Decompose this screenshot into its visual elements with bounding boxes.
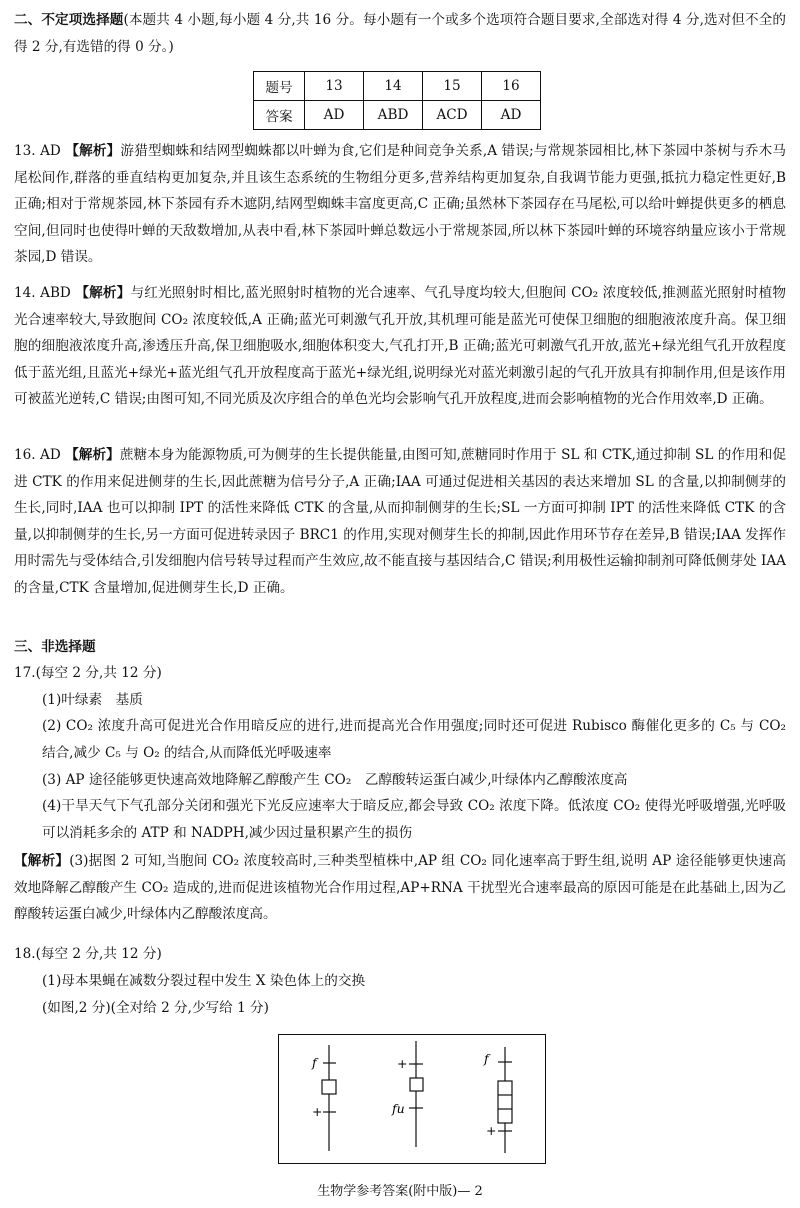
chromosome-2 bbox=[409, 1041, 423, 1147]
section2-desc: (本题共 4 小题,每小题 4 分,共 16 分。每小题有一个或多个选项符合题目要求,全部选对得 4 分,选对但不全的得 2 分,有选错的得 0 分。) bbox=[14, 12, 787, 55]
q17-answer-2: (2) CO₂ 浓度升高可促进光合作用暗反应的进行,进而提高光合作用强度;同时还可促进 Rubisco 酶催化更多的 C₅ 与 CO₂ 结合,减少 C₅ 与 O₂ 的结合,从而降低光呼吸速率 bbox=[42, 718, 786, 761]
analysis-tag: 【解析】 bbox=[14, 853, 70, 869]
gene-label: f bbox=[484, 1051, 489, 1066]
section2-heading bbox=[14, 7, 786, 60]
q16-block bbox=[14, 442, 786, 602]
answer-table bbox=[253, 71, 541, 130]
analysis-tag: 【解析】 bbox=[65, 447, 120, 463]
q16-head: 16. AD bbox=[14, 447, 61, 463]
chromosome-diagram bbox=[279, 1035, 545, 1163]
table-cell: AD bbox=[482, 101, 541, 130]
q14-head: 14. ABD bbox=[14, 285, 71, 301]
table-cell: AD bbox=[305, 101, 364, 130]
q18-answer-1: (1)母本果蝇在减数分裂过程中发生 X 染色体上的交换 bbox=[42, 973, 366, 989]
table-header-cell: 答案 bbox=[254, 101, 305, 130]
page-footer: 生物学参考答案(附中版)— 2 bbox=[317, 1184, 483, 1199]
gene-label: + bbox=[312, 1104, 323, 1119]
chromosome-1 bbox=[322, 1045, 336, 1151]
gene-label: f bbox=[312, 1055, 317, 1070]
table-header-cell: 题号 bbox=[254, 72, 305, 101]
q17-analysis-text: (3)据图 2 可知,当胞间 CO₂ 浓度较高时,三种类型植株中,AP 组 CO₂ 同化速率高于野生组,说明 AP 途径能够更快速高效地降解乙醇酸产生 CO₂ 造成的,进而促进该植物光合作用过程,AP+RNA 干扰型光合速率最高的原因可能是在此基础上,因为乙醇酸转运蛋白减少,叶绿体内乙醇酸浓度高。 bbox=[14, 853, 787, 923]
table-cell: ABD bbox=[364, 101, 423, 130]
q18-head: 18.(每空 2 分,共 12 分) bbox=[14, 946, 162, 962]
q13-text: 游猎型蜘蛛和结网型蜘蛛都以叶蝉为食,它们是种间竞争关系,A 错误;与常规茶园相比,林下茶园中茶树与乔木马尾松间作,群落的垂直结构更加复杂,并且该生态系统的生物组分更多,营养结构更加复杂,自我调节能力更强,抵抗力稳定性更好,B 正确;相对于常规茶园,林下茶园有乔木遮阴,结网型蜘蛛丰富度更高,C 正确;虽然林下茶园存在马尾松,可以给叶蝉提供更多的栖息空间,但同时也使得叶蝉的天敌数增加,从表中看,林下茶园叶蝉总数远小于常规茶园,所以林下茶园叶蝉的环境容纳量应该小于常规茶园,D 错误。 bbox=[14, 143, 787, 266]
q17-answer-3: (3) AP 途径能够更快速高效地降解乙醇酸产生 CO₂ 乙醇酸转运蛋白减少,叶绿体内乙醇酸浓度高 bbox=[42, 772, 628, 788]
section3-title: 三、非选择题 bbox=[14, 639, 96, 655]
q17-head: 17.(每空 2 分,共 12 分) bbox=[14, 665, 162, 681]
q17-analysis bbox=[14, 848, 786, 928]
table-cell: ACD bbox=[423, 101, 482, 130]
analysis-tag: 【解析】 bbox=[75, 285, 131, 301]
table-row bbox=[254, 101, 541, 130]
table-cell: 15 bbox=[423, 72, 482, 101]
analysis-tag: 【解析】 bbox=[65, 143, 121, 159]
q13-block bbox=[14, 138, 786, 271]
table-row bbox=[254, 72, 541, 101]
gene-label: + bbox=[397, 1056, 408, 1071]
q17-answer-4: (4)干旱天气下气孔部分关闭和强光下光反应速率大于暗反应,都会导致 CO₂ 浓度下降。低浓度 CO₂ 使得光呼吸增强,光呼吸可以消耗多余的 ATP 和 NADPH,减少因过量积累产生的损伤 bbox=[42, 798, 786, 841]
chromosome-figure bbox=[278, 1034, 546, 1164]
section2-title: 二、不定项选择题 bbox=[14, 12, 124, 28]
q13-head: 13. AD bbox=[14, 143, 61, 159]
table-cell: 16 bbox=[482, 72, 541, 101]
q17-answer-1: (1)叶绿素 基质 bbox=[42, 692, 143, 708]
table-cell: 14 bbox=[364, 72, 423, 101]
q16-text: 蔗糖本身为能源物质,可为侧芽的生长提供能量,由图可知,蔗糖同时作用于 SL 和 CTK,通过抑制 SL 的作用和促进 CTK 的作用来促进侧芽的生长,因此蔗糖为信号分子,A 正确;IAA 可通过促进相关基因的表达来增加 SL 的含量,以抑制侧芽的生长,同时,IAA 也可以抑制 IPT 的活性来降低 CTK 的含量,从而抑制侧芽的生长;SL 一方面可抑制 IPT 的活性来降低 CTK 的含量,以抑制侧芽的生长,另一方面可促进转录因子 BRC1 的作用,实现对侧芽生长的抑制,因此作用环节存在差异,B 错误;IAA 发挥作用时需先与受体结合,引发细胞内信号转导过程而产生效应,故不能直接与基因结合,C 错误;利用极性运输抑制剂可降低侧芽处 IAA 的含量,CTK 含量增加,促进侧芽生长,D 正确。 bbox=[14, 447, 787, 596]
gene-label: + bbox=[486, 1123, 497, 1138]
table-cell: 13 bbox=[305, 72, 364, 101]
q14-block bbox=[14, 280, 786, 413]
chromosome-3 bbox=[498, 1047, 512, 1153]
q14-text: 与红光照射时相比,蓝光照射时植物的光合速率、气孔导度均较大,但胞间 CO₂ 浓度较低,推测蓝光照射时植物光合速率较大,导致胞间 CO₂ 浓度较低,A 正确;蓝光可刺激气孔开放,其机理可能是蓝光可使保卫细胞的细胞液浓度升高。保卫细胞的细胞液浓度升高,渗透压升高,保卫细胞吸水,细胞体积变大,气孔打开,B 正确;蓝光可刺激气孔开放,蓝光+绿光组气孔开放程度低于蓝光组,且蓝光+绿光+蓝光组气孔开放程度高于蓝光+绿光组,说明绿光对蓝光刺激引起的气孔开放具有抑制作用,但是该作用可被蓝光逆转,C 错误;由图可知,不同光质及次序组合的单色光均会影响气孔开放程度,进而会影响植物的光合作用效率,D 正确。 bbox=[14, 285, 786, 408]
gene-label: fu bbox=[392, 1101, 405, 1116]
q18-answer-2: (如图,2 分)(全对给 2 分,少写给 1 分) bbox=[42, 1000, 269, 1016]
